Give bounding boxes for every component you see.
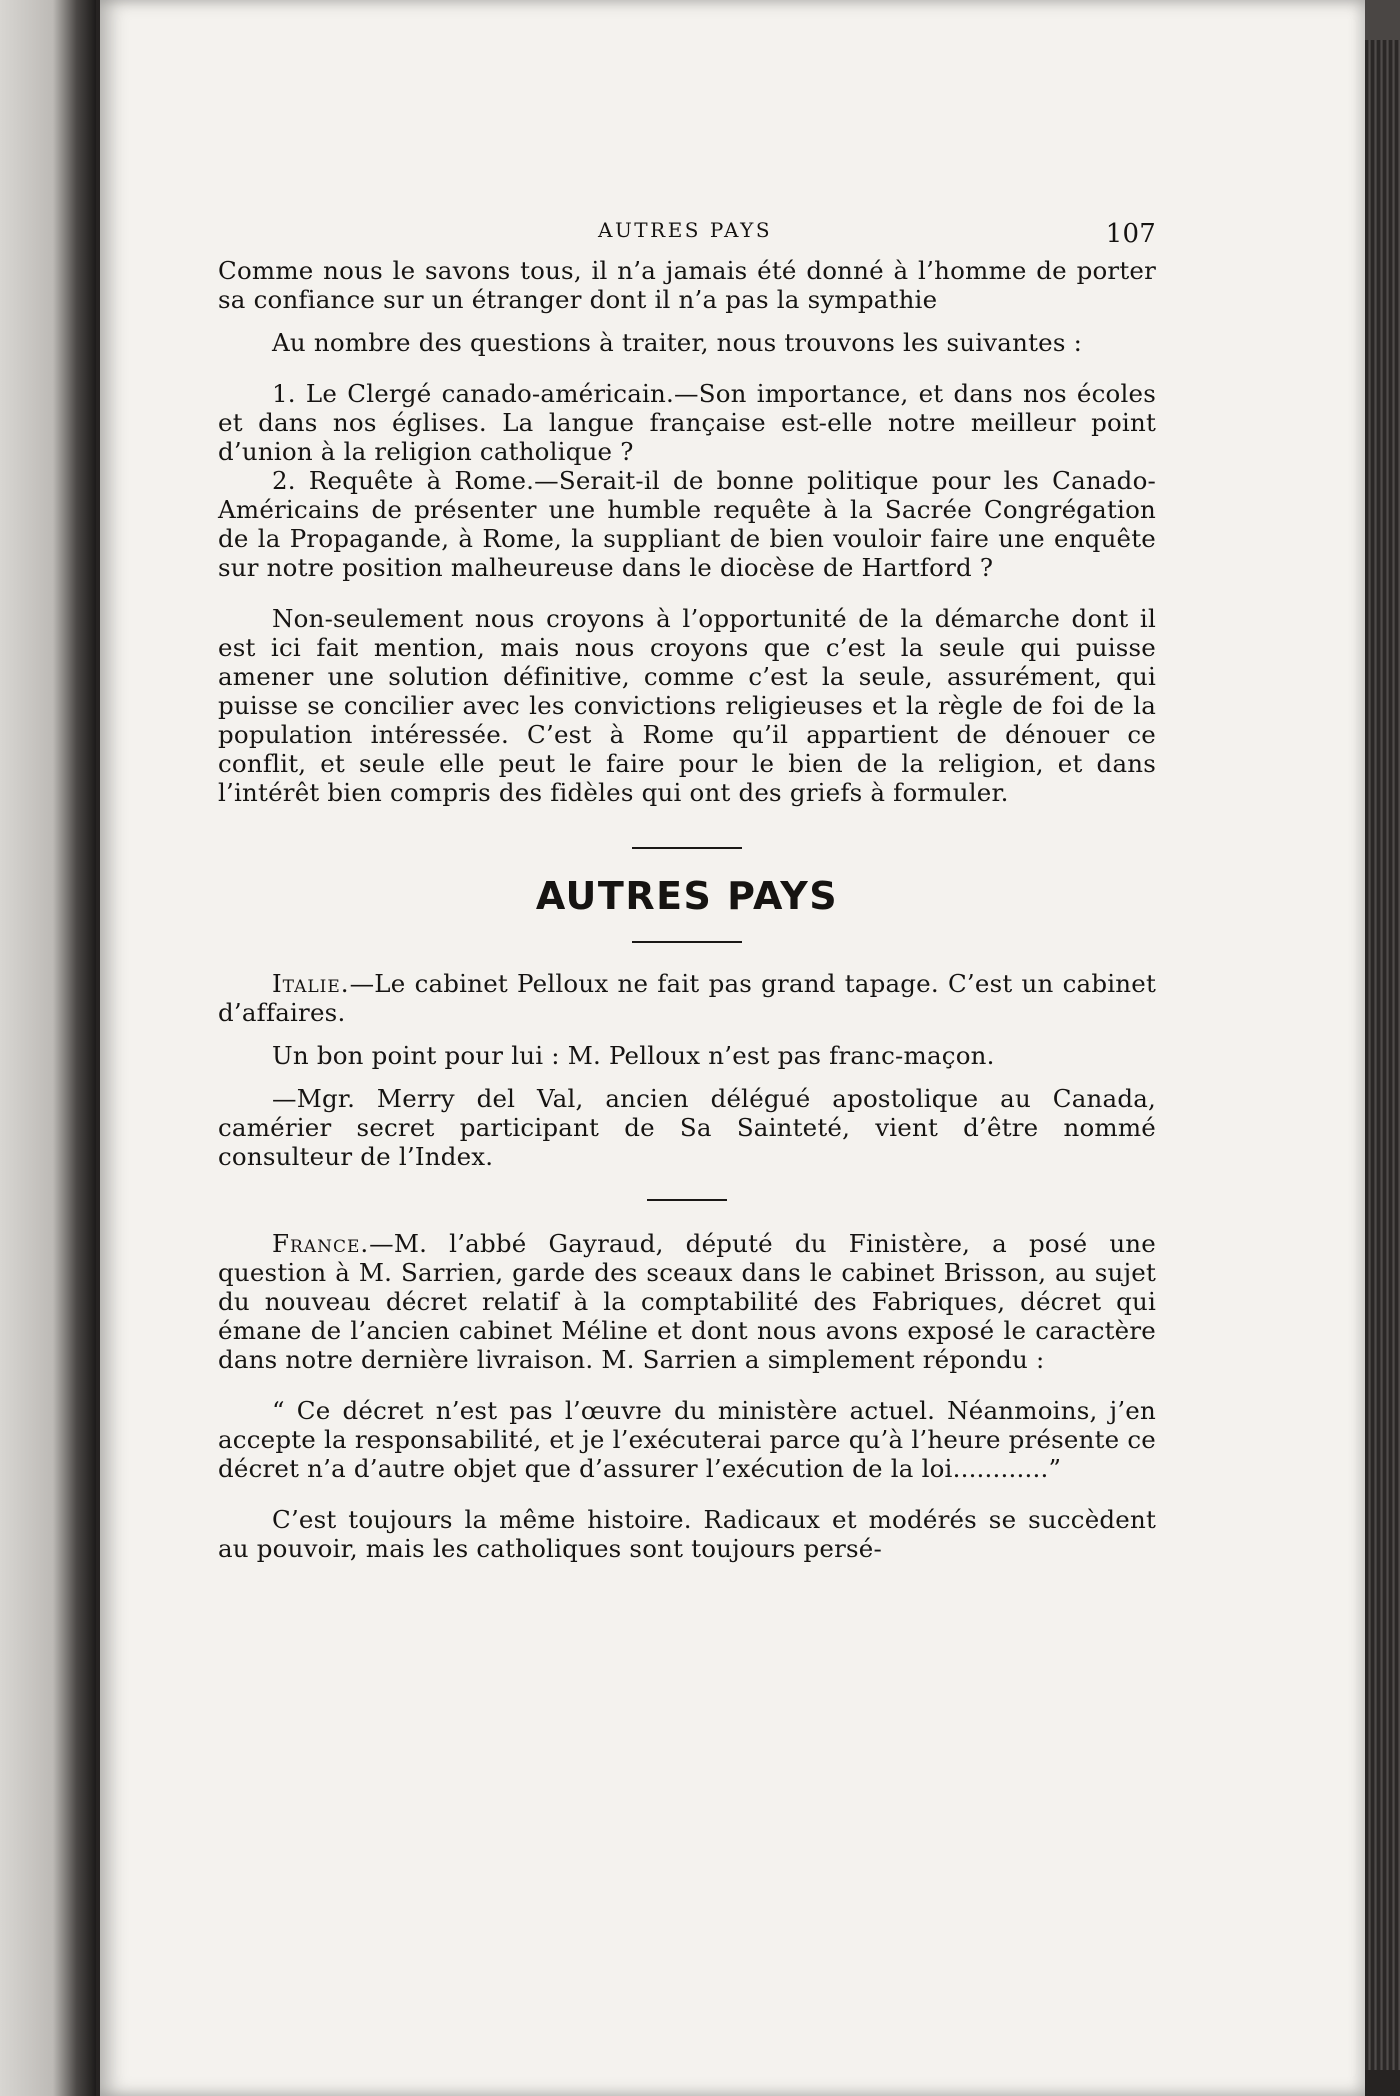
- page-number: 107: [1105, 219, 1156, 249]
- italie-paragraph: [218, 969, 1156, 1027]
- france-label: France.: [272, 1229, 370, 1258]
- france-closing: C’est toujours la même histoire. Radicaux et modérés se succèdent au pouvoir, mais les catholiques sont toujours persé-: [218, 1505, 1156, 1563]
- intro-paragraph-1: Comme nous le savons tous, il n’a jamais été donné à l’homme de porter sa confiance sur un étranger dont il n’a pas la sympathie: [218, 256, 1156, 314]
- france-lead: —M. l’abbé Gayraud, député du Finistère, a posé une question à M. Sarrien, garde des sceaux dans le cabinet Brisson, au sujet du nouveau décret relatif à la comptabilité des Fabriques, décret qui émane de l’ancien cabinet Méline et dont nous avons exposé le caractère dans notre dernière livraison. M. Sarrien a simplement répondu :: [218, 1229, 1156, 1374]
- facing-page-edge: [0, 0, 96, 2096]
- france-quote: “ Ce décret n’est pas l’œuvre du ministère actuel. Néanmoins, j’en accepte la responsabilité, et je l’exécuterai parce qu’à l’heure présente ce décret n’a d’autre objet que d’assurer l’exécution de la loi............”: [218, 1396, 1156, 1483]
- page-content: [218, 216, 1156, 1563]
- section-rule-bottom: [632, 941, 742, 943]
- intro-paragraph-2: Au nombre des questions à traiter, nous trouvons les suivantes :: [272, 328, 1083, 357]
- france-paragraph: [218, 1229, 1156, 1374]
- question-item-2: 2. Requête à Rome.—Serait-il de bonne politique pour les Canado-Américains de présenter une humble requête à la Sacrée Congrégation de la Propagande, à Rome, la suppliant de bien vouloir faire une enquête sur notre position malheureuse dans le diocèse de Hartford ?: [218, 466, 1156, 582]
- page-block-edge: [1365, 40, 1400, 2070]
- section-rule-top: [632, 847, 742, 849]
- running-title: AUTRES PAYS: [598, 218, 773, 242]
- closing-paragraph: Non-seulement nous croyons à l’opportunité de la démarche dont il est ici fait mention, mais nous croyons que c’est la seule qui puisse amener une solution définitive, comme c’est la seule, assurément, qui puisse se concilier avec les convictions religieuses et la règle de foi de la population intéressée. C’est à Rome qu’il appartient de dénouer ce conflit, et seule elle peut le faire pour le bien de la religion, et dans l’intérêt bien compris des fidèles qui ont des griefs à formuler.: [218, 604, 1156, 807]
- section-heading: AUTRES PAYS: [535, 874, 839, 918]
- question-item-1: 1. Le Clergé canado-américain.—Son importance, et dans nos écoles et dans nos églises. La langue française est-elle notre meilleur point d’union à la religion catholique ?: [218, 379, 1156, 466]
- running-head: [218, 216, 1156, 256]
- italie-paragraph-3: —Mgr. Merry del Val, ancien délégué apostolique au Canada, camérier secret participant de Sa Sainteté, vient d’être nommé consulteur de l’Index.: [218, 1084, 1156, 1171]
- italie-label: Italie.: [272, 969, 350, 998]
- italie-lead: —Le cabinet Pelloux ne fait pas grand tapage. C’est un cabinet d’affaires.: [218, 969, 1156, 1027]
- italie-paragraph-2: Un bon point pour lui : M. Pelloux n’est pas franc-maçon.: [272, 1041, 995, 1070]
- article-divider: [647, 1199, 727, 1201]
